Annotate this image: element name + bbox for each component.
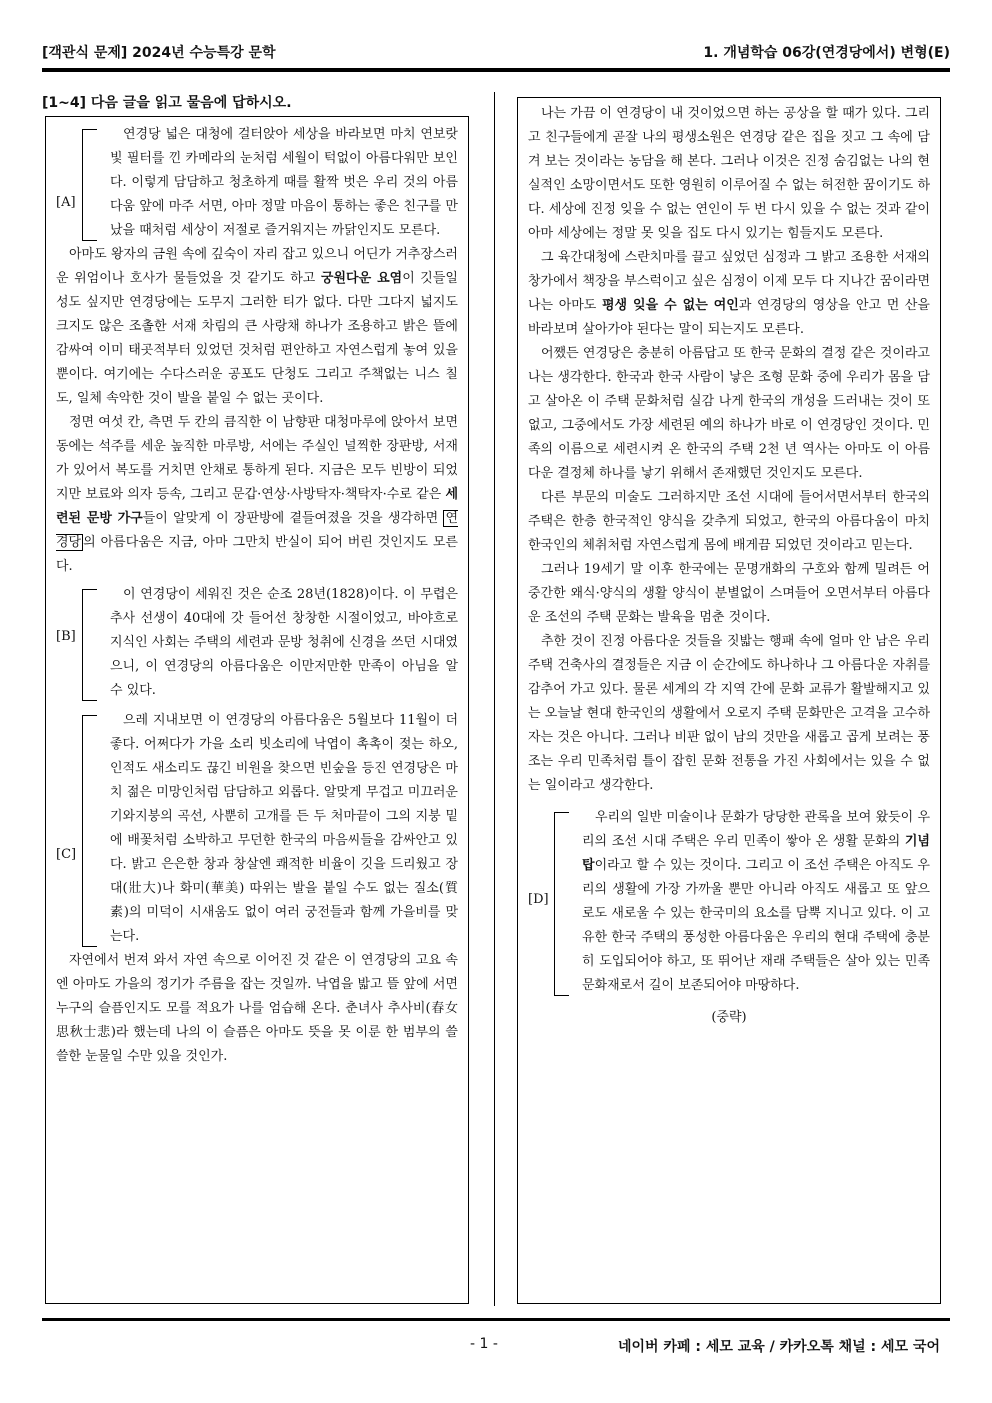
header-rule — [42, 68, 950, 72]
p2-text-c: 들이 알맞게 이 장판방에 곁들여졌을 것을 생각하면 — [142, 511, 444, 526]
p2-text-e: 의 아름다움은 지금, 아마 그만치 반실이 되어 버린 것인지도 모른다. — [56, 535, 458, 574]
column-divider — [494, 92, 495, 1306]
bracket-c — [82, 715, 97, 947]
p1-text-c: 이 깃들일 성도 싶지만 연경당에는 도무지 그러한 티가 없다. 다만 그다지 넓지도 크지도 않은 조촐한 서재 차림의 큰 사랑채 하나가 조용하고 밝은 뜰에 감싸여 이미 태곳적부터 있었던 것처럼 편안하고 자연스럽게 놓여 있을 뿐이다. 여기에는 수다스러운 공포도 단청도 그리고 주책없는 니스 칠도, 일체 속악한 것이 발을 붙일 수 없는 곳이다. — [56, 271, 458, 406]
r2-text-c: 과 연경당의 영상을 안고 먼 산을 바라보며 살아가야 된다는 말이 되는지도 모른다. — [528, 298, 930, 337]
header-right-title: 1. 개념학습 06강(연경당에서) 변형(E) — [703, 45, 950, 61]
bracket-d — [554, 812, 569, 996]
section-c — [56, 709, 458, 949]
d-text-c: 이라고 할 수 있는 것이다. 그리고 이 조선 주택은 아직도 우리의 생활에 가장 가까울 뿐만 아니라 아직도 새롭고 또 앞으로도 새로울 수 있는 한국미의 요소를 담뿍 지니고 있다. 이 고유한 한국 주택의 풍성한 아름다움은 우리의 현대 주택에 충분히 도입되어야 하고, 또 뛰어난 재래 주택들은 살아 있는 민족 문화재로서 길이 보존되어야 마땅하다. — [582, 858, 930, 993]
label-c: [C] — [56, 847, 77, 862]
paragraph-1 — [56, 243, 458, 411]
d-text-a: 우리의 일반 미술이나 문화가 당당한 관록을 보여 왔듯이 우리의 조선 시대 주택은 우리 민족이 쌓아 온 생활 문화의 — [582, 810, 930, 849]
footer-credit: 네이버 카페 : 세모 교육 / 카카오톡 채널 : 세모 국어 — [617, 1339, 940, 1355]
section-d — [528, 806, 930, 998]
right-paragraph-6: 추한 것이 진정 아름다운 것들을 짓밟는 행패 속에 얼마 안 남은 우리 주택 건축사의 결정들은 지금 이 순간에도 하나하나 그 아름다운 자취를 감추어 가고 있다. 물론 세계의 각 지역 간에 문화 교류가 활발해지고 있는 오늘날 현대 한국인의 생활에서 오로지 주택 문화만은 고격을 고수하자는 것은 아니다. 그러나 비판 없이 남의 것만을 새롭고 곱게 보려는 풍조는 우리 민족처럼 틀이 잡힌 문화 전통을 가진 사회에서는 있을 수 없는 일이라고 생각한다. — [528, 634, 930, 793]
omission-mark: (중략) — [711, 1010, 747, 1025]
left-passage-box — [45, 116, 469, 1304]
section-b — [56, 583, 458, 703]
paragraph-2 — [56, 411, 458, 579]
bracket-b — [82, 589, 97, 701]
p2-text-a: 정면 여섯 칸, 측면 두 칸의 큼직한 이 남향판 대청마루에 앉아서 보면 동에는 석주를 세운 높직한 마루방, 서에는 주실인 널찍한 장판방, 서재가 있어서 복도를 거치면 안채로 통하게 된다. 지금은 모두 빈방이 되었지만 보료와 의자 등속, 그리고 문갑·연상·사방탁자·책탁자·수로 같은 — [56, 415, 458, 502]
right-paragraph-5: 그러나 19세기 말 이후 한국에는 문명개화의 구호와 함께 밀려든 어중간한 왜식·양식의 생활 양식이 분별없이 스며들어 오면서부터 아름다운 조선의 주택 문화는 발육을 멈춘 것이다. — [528, 562, 930, 625]
p2-bold: 세련된 문방 가구 — [56, 487, 458, 526]
p1-text-a: 아마도 왕자의 금원 속에 깊숙이 자리 잡고 있으니 어딘가 거추장스러운 위엄이나 호사가 물들었을 것 같기도 하고 — [56, 247, 458, 286]
page-number: - 1 - — [470, 1336, 498, 1352]
right-passage-box — [517, 97, 941, 1304]
right-paragraph-3: 어쨌든 연경당은 충분히 아름답고 또 한국 문화의 결정 같은 것이라고 나는 생각한다. 한국과 한국 사람이 낳은 조형 문화 중에 우리가 몸을 담고 살아온 이 주택 문화처럼 실감 나게 한국의 개성을 드러내는 것이 또 없고, 그중에서도 가장 세련된 예의 하나가 바로 이 연경당인 것이다. 민족의 이름으로 세련시켜 온 한국의 주택 2천 년 역사는 아마도 이 아름다운 결정체 하나를 낳기 위해서 존재했던 것인지도 모른다. — [528, 346, 930, 481]
p2-boxed-word: 연경당 — [56, 511, 458, 550]
label-d: [D] — [528, 892, 549, 907]
section-c-text: 으레 지내보면 이 연경당의 아름다움은 5월보다 11월이 더 좋다. 어쩌다가 가을 소리 빗소리에 낙엽이 촉촉이 젖는 하오, 인적도 새소리도 끊긴 비원을 찾으면 빈숲을 등진 연경당은 마치 젊은 미망인처럼 담담하고 외롭다. 알맞게 무겁고 미끄러운 기와지붕의 곡선, 사뿐히 고개를 든 두 처마끝이 그의 지붕 밑에 배꽃처럼 소박하고 무던한 한국의 마음씨들을 감싸안고 있다. 밝고 은은한 창과 창살엔 쾌적한 비율이 깃을 드리웠고 장대(壯大)나 화미(華美) 따위는 발을 붙일 수도 없는 질소(質素)의 미덕이 시새움도 없이 여러 궁전들과 함께 가을비를 맞는다. — [110, 713, 458, 944]
p1-bold: 궁원다운 요염 — [320, 271, 403, 286]
right-paragraph-4: 다른 부문의 미술도 그러하지만 조선 시대에 들어서면서부터 한국의 주택은 한층 한국적인 양식을 갖추게 되었고, 한국의 아름다움이 마치 한국인의 체취처럼 자연스럽게 몸에 배게끔 되었던 것이라고 믿는다. — [528, 490, 930, 553]
header-left-title: [객관식 문제] 2024년 수능특강 문학 — [42, 45, 276, 61]
section-a-text: 연경당 넓은 대청에 걸터앉아 세상을 바라보면 마치 연보랏빛 필터를 낀 카메라의 눈처럼 세월이 턱없이 아름다워만 보인다. 이렇게 담담하고 청초하게 때를 활짝 벗은 우리 것의 아름다움 앞에 마주 서면, 아마 정말 마음이 통하는 좋은 친구를 만났을 때처럼 세상이 저절로 즐거워지는 까닭인지도 모른다. — [110, 127, 458, 238]
footer-rule — [42, 1318, 950, 1321]
r2-bold: 평생 잊을 수 없는 여인 — [601, 298, 739, 313]
page-header — [42, 40, 950, 66]
label-a: [A] — [56, 195, 76, 210]
d-bold: 기념탑 — [582, 834, 930, 873]
right-paragraph-2 — [528, 246, 930, 342]
label-b: [B] — [56, 629, 76, 644]
section-d-text — [582, 806, 930, 998]
right-paragraph-1: 나는 가끔 이 연경당이 내 것이었으면 하는 공상을 할 때가 있다. 그리고 친구들에게 곧잘 나의 평생소원은 연경당 같은 집을 짓고 그 속에 담겨 보는 것이라는 농담을 해 본다. 그러나 이것은 진정 숨김없는 나의 현실적인 소망이면서도 또한 영원히 이루어질 수 없는 허전한 꿈이기도 하다. 세상에 진정 잊을 수 없는 연인이 두 번 다시 있을 수 없는 것과 같이 아마 세상에는 정말 못 잊을 집도 다시 있기는 힘들지도 모른다. — [528, 106, 930, 241]
bracket-a — [82, 129, 97, 241]
r2-text-a: 그 육간대청에 스란치마를 끌고 싶었던 심정과 그 밝고 조용한 서재의 창가에서 책장을 부스럭이고 싶은 심정이 이제 모두 다 지나간 꿈이라면 나는 아마도 — [528, 250, 930, 313]
section-b-text: 이 연경당이 세워진 것은 순조 28년(1828)이다. 이 무렵은 추사 선생이 40대에 갓 들어선 창창한 시절이었고, 바야흐로 지식인 사회는 주택의 세련과 문방 청취에 신경을 쓰던 시대였으니, 이 연경당의 아름다움은 이만저만한 만족이 아님을 알 수 있다. — [110, 587, 458, 698]
question-header: [1~4] 다음 글을 읽고 물음에 답하시오. — [42, 95, 292, 111]
paragraph-3: 자연에서 번져 와서 자연 속으로 이어진 것 같은 이 연경당의 고요 속엔 아마도 가을의 정기가 주름을 잡는 것일까. 낙엽을 밟고 뜰 앞에 서면 누구의 슬픔인지도 모를 적요가 나를 엄습해 온다. 춘녀사 추사비(春女思秋士悲)라 했는데 나의 이 슬픔은 아마도 뜻을 못 이룬 한 범부의 쓸쓸한 눈물일 수만 있을 것인가. — [56, 953, 458, 1064]
section-a — [56, 123, 458, 243]
